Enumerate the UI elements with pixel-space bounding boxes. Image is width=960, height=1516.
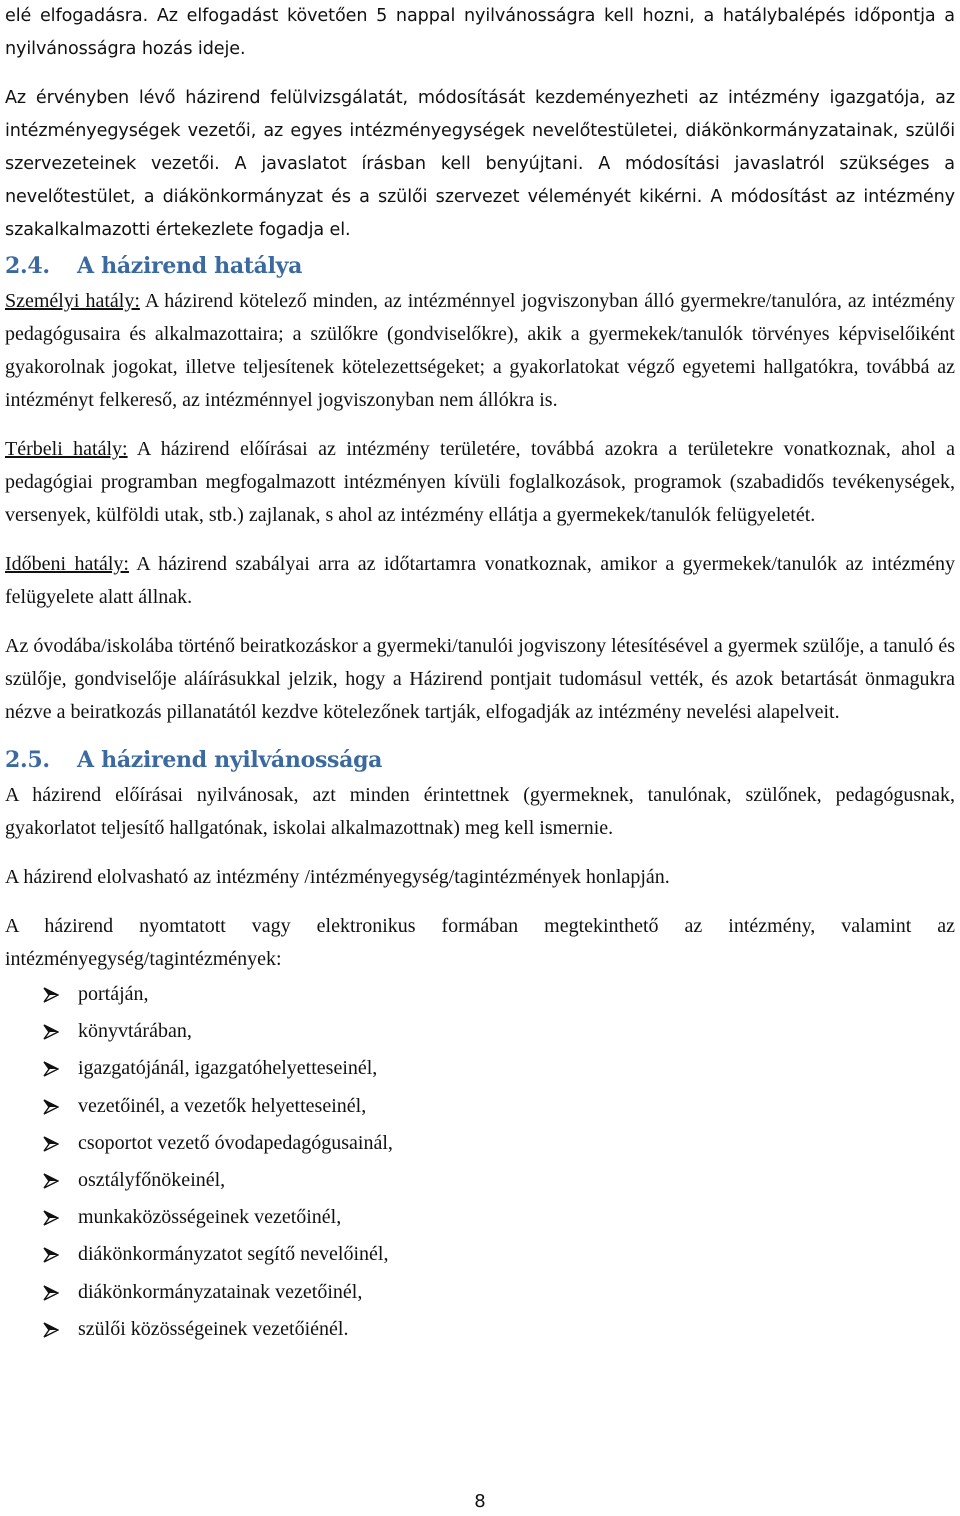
arrowhead-bullet-icon <box>43 1136 59 1152</box>
list-item-text: könyvtárában, <box>78 1020 192 1043</box>
intro-paragraph: elé elfogadásra. Az elfogadást követően 5 nappal nyilvánosságra kell hozni, a hatálybalépés időpontja a nyilvánosságra hozás ideje. <box>5 6 955 59</box>
list-item-text: vezetőinél, a vezetők helyetteseinél, <box>78 1094 367 1117</box>
list-item-text: osztályfőnökeinél, <box>78 1168 226 1191</box>
publicity-paragraph: A házirend előírásai nyilvánosak, azt minden érintettnek (gyermeknek, tanulónak, szülőnek, pedagógusnak, gyakorlatot teljesítő hallgatónak, iskolai alkalmazottnak) meg kell ismernie. <box>5 784 955 839</box>
list-item-text: portáján, <box>78 983 149 1005</box>
arrowhead-bullet-icon <box>43 1247 59 1263</box>
list-item-text: diákönkormányzatot segítő nevelőinél, <box>78 1243 389 1266</box>
spatial-scope-label: Térbeli hatály: <box>5 438 128 460</box>
list-item <box>5 1050 955 1087</box>
arrowhead-bullet-icon <box>43 1285 59 1301</box>
list-item <box>5 976 955 1013</box>
page-number: 8 <box>474 1491 486 1512</box>
arrowhead-bullet-icon <box>43 1322 59 1338</box>
section-heading-2-5 <box>5 741 955 779</box>
arrowhead-bullet-icon <box>43 1061 59 1077</box>
list-item <box>5 1274 955 1311</box>
spatial-scope-paragraph <box>5 433 955 532</box>
list-item-text: csoportot vezető óvodapedagógusainál, <box>78 1131 393 1154</box>
personal-scope-paragraph <box>5 285 955 417</box>
enrollment-paragraph: Az óvodába/iskolába történő beiratkozáskor a gyermeki/tanulói jogviszony létesítésével a gyermek szülője, a tanuló és szülője, gondviselője aláírásukkal jelzik, hogy a Házirend pontjait tudomásul vették, és azok betartását önmagukra nézve a beiratkozás pillanatától kezdve kötelezőnek tartják, elfogadják az intézmény nevelési alapelveit. <box>5 635 955 723</box>
section-heading-2-4 <box>5 247 955 285</box>
locations-list <box>5 976 955 1348</box>
list-item <box>5 1199 955 1236</box>
list-item <box>5 1125 955 1162</box>
list-item <box>5 1088 955 1125</box>
arrowhead-bullet-icon <box>43 1210 59 1226</box>
section-title: A házirend hatálya <box>77 253 303 279</box>
list-item-text: munkaközösségeinek vezetőinél, <box>78 1206 342 1229</box>
list-item-text: diákönkormányzatainak vezetőinél, <box>78 1280 363 1303</box>
amendment-paragraph <box>5 82 955 247</box>
arrowhead-bullet-icon <box>43 987 59 1003</box>
temporal-scope-label: Időbeni hatály: <box>5 553 129 575</box>
list-item-text: szülői közösségeinek vezetőiénél. <box>78 1317 349 1340</box>
amendment-text: Az érvényben lévő házirend felülvizsgálatát, módosítását kezdeményezheti az intézmény igazgatója, az intézményegységek vezetői, az egyes intézményegységek nevelőtestületei, diákönkormányzatainak, szülői szervezeteinek vezetői. A javaslatot írásban kell benyújtani. A módosítási javaslatról szükséges a nevelőtestület, a diákönkormányzat és a szülői szervezet véleményét kikérni. A módosítást az intézmény szakalkalmazotti értekezlete fogadja el. <box>5 88 955 240</box>
section-title: A házirend nyilvánossága <box>77 747 383 773</box>
section-number: 2.4. <box>5 253 50 279</box>
locations-intro-paragraph: A házirend nyomtatott vagy elektronikus formában megtekinthető az intézmény, valamint az intézményegység/tagintézmények: <box>5 915 955 970</box>
arrowhead-bullet-icon <box>43 1099 59 1115</box>
list-item <box>5 1236 955 1273</box>
list-item <box>5 1162 955 1199</box>
temporal-scope-paragraph <box>5 548 955 614</box>
list-item <box>5 1013 955 1050</box>
list-item-text: igazgatójánál, igazgatóhelyetteseinél, <box>78 1057 378 1080</box>
temporal-scope-text: A házirend szabályai arra az időtartamra vonatkoznak, amikor a gyermekek/tanulók az intézmény felügyelete alatt állnak. <box>5 553 955 608</box>
personal-scope-label: Személyi hatály: <box>5 290 140 312</box>
spatial-scope-text: A házirend előírásai az intézmény területére, továbbá azokra a területekre vonatkoznak, ahol a pedagógiai programban megfogalmazott intézményen kívüli foglalkozások, programok (szabadidős tevékenységek, versenyek, külföldi utak, stb.) zajlanak, s ahol az intézmény ellátja a gyermekek/tanulók felügyeletét. <box>5 438 956 526</box>
arrowhead-bullet-icon <box>43 1173 59 1189</box>
arrowhead-bullet-icon <box>43 1024 59 1040</box>
section-number: 2.5. <box>5 747 50 773</box>
list-item <box>5 1311 955 1348</box>
website-paragraph: A házirend elolvasható az intézmény /intézményegység/tagintézmények honlapján. <box>5 866 670 888</box>
personal-scope-text: A házirend kötelező minden, az intézménnyel jogviszonyban álló gyermekre/tanulóra, az intézmény pedagógusaira és alkalmazottaira; a szülőkre (gondviselőkre), akik a gyermekek/tanulók törvényes képviselőiként gyakorolnak jogokat, illetve teljesítenek kötelezettségeket; a gyakorlatokat végző egyetemi hallgatókra, továbbá az intézményt felkereső, az intézménnyel jogviszonyban nem állókra is. <box>5 290 956 411</box>
document-page <box>5 0 955 1348</box>
